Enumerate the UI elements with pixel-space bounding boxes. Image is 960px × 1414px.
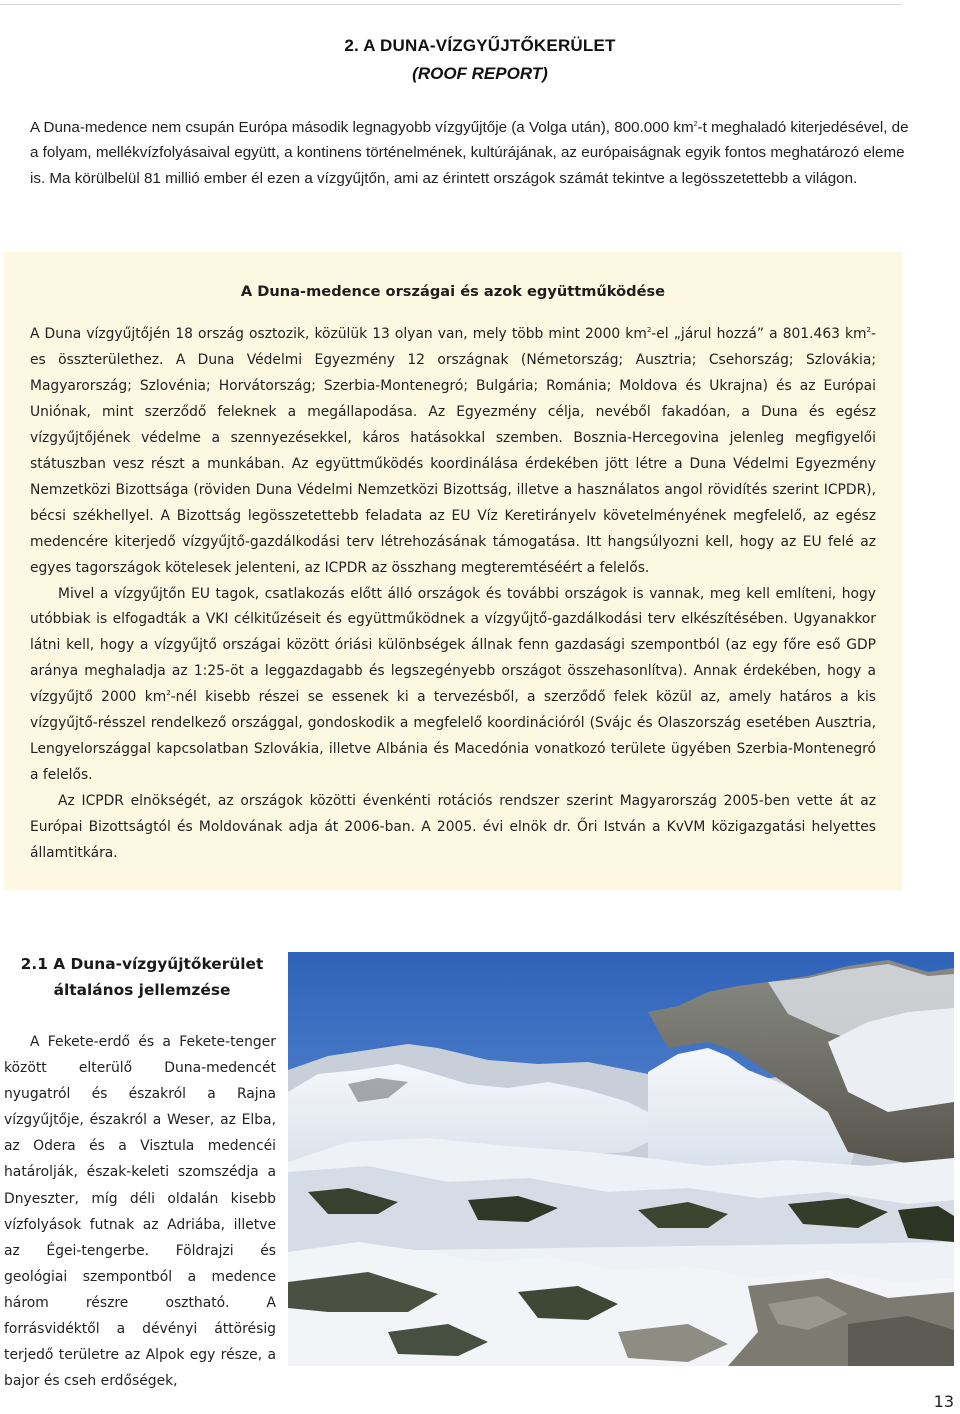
intro-text-2: -t meghaladó kiterjedésével, de a folyam, mellékvízfolyásaival együtt, a kontinens történelmének, kultúrájának, az európaiságnak egyik fontos meghatározó eleme is. Ma körülbelül 81 millió ember él ezen a vízgyűjtőn, ami az érintett országok számát tekintve a legösszetettebb a világon.: [30, 119, 909, 187]
box-p1-b: -el „járul hozzá” a 801.463 km: [651, 326, 867, 342]
section-heading-line-2: általános jellemzése: [53, 981, 231, 999]
box-title: A Duna-medence országai és azok együttműködése: [240, 283, 666, 300]
box-p2-a: Mivel a vízgyűjtőn EU tagok, csatlakozás előtt álló országok és további országok is vannak, meg kell említeni, hogy utóbbiak is elfogadták a VKI célkitűzéseit és együttműködnek a vízgyűjtő-gazdálkodási terv elkészítésében. Ugyanakkor látni kell, hogy a vízgyűjtő országai között óriási különbségek állnak fenn gazdasági szempontból (az egy főre eső GDP aránya meghaladja az 1:25-öt a leggazdagabb és legszegényebb országot összehasonlítva). Annak érdekében, hogy a vízgyűjtő 2000 km: [30, 585, 876, 706]
intro-text-1: A Duna-medence nem csupán Európa második legnagyobb vízgyűjtője (a Volga után), 800.000 km: [30, 119, 694, 136]
section-heading-line-1: 2.1 A Duna-vízgyűjtőkerület: [20, 955, 264, 973]
snowy-mountains-photo: [288, 952, 954, 1366]
box-p1-c: -es összterülethez. A Duna Védelmi Egyezmény 12 országnak (Németország; Ausztria; Csehország; Szlovákia; Magyarország; Szlovénia; Horvátország; Szerbia-Montenegró; Bulgária; Románia; Moldova és Ukrajna) és az Európai Uniónak, mint szerződő feleknek a megállapodása. Az Egyezmény célja, nevéből fakadóan, a Duna és egész vízgyűjtőjének védelme a szennyezésekkel, káros hatásokkal szemben. Bosznia-Hercegovina jelenleg megfigyelői státuszban vesz részt a munkában. Az együttműködés koordinálása érdekében jött létre a Duna Védelmi Egyezmény Nemzetközi Bizottsága (röviden Duna Védelmi Nemzetközi Bizottság, illetve a használatos angol rövidítés szerint ICPDR), bécsi székhellyel. A Bizottság legösszetettebb feladata az EU Víz Keretirányelv követelményének megfelelő, az egész medencére kiterjedő vízgyűjtő-gazdálkodási terv létrehozásának támogatása. Itt hangsúlyozni kell, hogy az EU felé az egyes tagországok kötelesek jelenteni, az ICPDR az összhang megteremtéséért a felelős.: [30, 326, 876, 576]
chapter-title: 2. A DUNA-VÍZGYŰJTŐKERÜLET: [344, 36, 616, 55]
mountain-landscape-image: [288, 952, 954, 1366]
box-p2-b: -nél kisebb részei se essenek ki a tervezésből, a szerződő felek közül az, amely határos a kis vízgyűjtő-résszel rendelkező országgal, gondoskodik a megfelelő koordinációról (Svájc és Olaszország esetében Ausztria, Lengyelországgal kapcsolatban Szlovákia, illetve Albánia és Macedónia vonatkozó területe ügyében Szerbia-Montenegró a felelős.: [30, 689, 876, 784]
page-number: 13: [933, 1392, 954, 1411]
box-p1-a: A Duna vízgyűjtőjén 18 ország osztozik, közülük 13 olyan van, mely több mint 2000 km: [30, 326, 647, 342]
section-heading: [4, 951, 280, 1003]
box-paragraph-1: [30, 322, 876, 582]
box-paragraph-2: [30, 582, 876, 790]
section-text: [4, 1029, 276, 1394]
box-paragraph-3: Az ICPDR elnökségét, az országok közötti évenkénti rotációs rendszer szerint Magyarország 2005-ben vette át az Európai Bizottságtól és Moldovának adja át 2006-ban. A 2005. évi elnök dr. Őri István a KvVM közigazgatási helyettes államtitkára.: [30, 793, 876, 862]
header-rule: [0, 4, 902, 5]
box-body: [30, 322, 876, 867]
box-p1-sup2: 2: [866, 326, 871, 334]
box-p1-sup1: 2: [646, 326, 652, 334]
chapter-subtitle: (ROOF REPORT): [412, 64, 548, 83]
box-p2-sup: 2: [166, 689, 171, 698]
section-text-body: A Fekete-erdő és a Fekete-tenger között elterülő Duna-medencét nyugatról és északról a Rajna vízgyűjtője, északról a Weser, az Elba, az Odera és a Visztula medencéi határolják, észak-keleti szomszédja a Dnyeszter, míg déli oldalán kisebb vízfolyások futnak az Adriába, illetve az Égei-tengerbe. Földrajzi és geológiai szempontból a medence három részre osztható. A forrásvidéktől a dévényi áttörésig terjedő területre az Alpok egy része, a bajor és cseh erdőségek,: [4, 1034, 276, 1390]
intro-paragraph: [30, 115, 910, 191]
intro-sup-1: 2: [693, 121, 698, 128]
